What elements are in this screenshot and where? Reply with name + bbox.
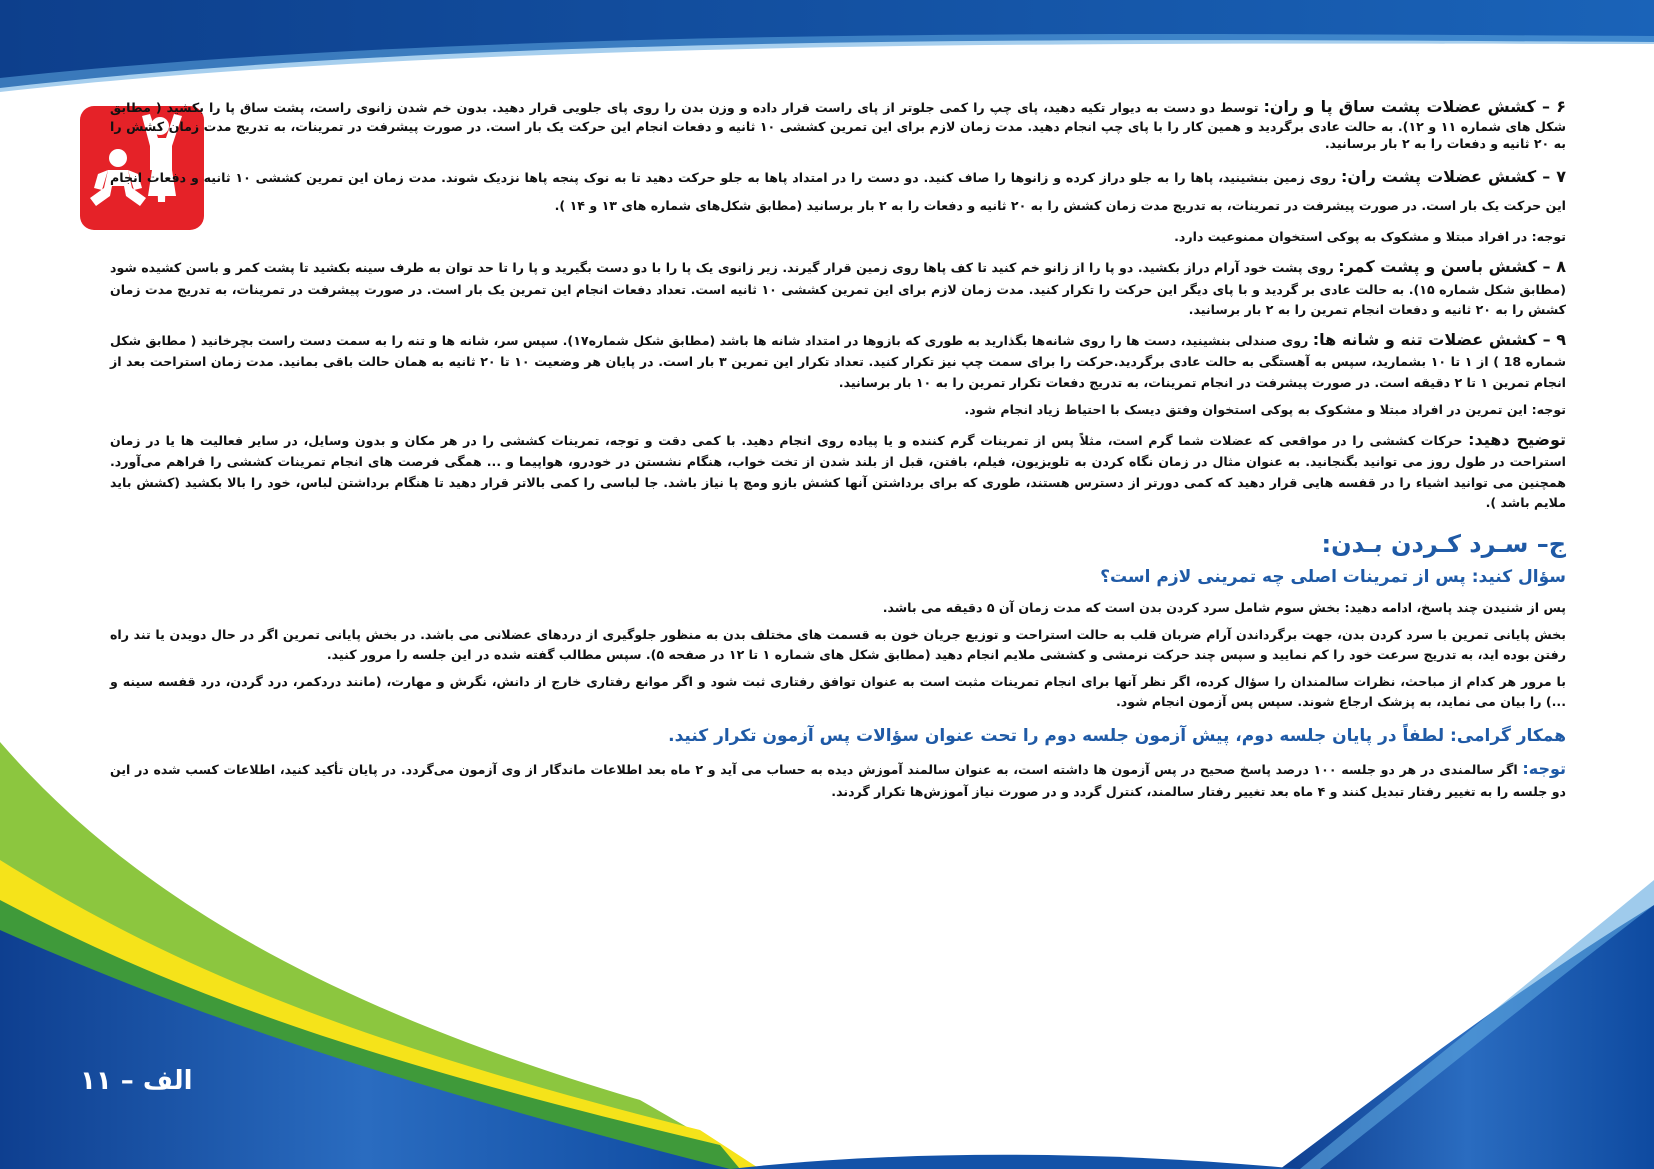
exercise-6-text: توسط دو دست به دیوار تکیه دهید، پای چپ را کمی جلوتر از پای راست قرار داده و وزن بدن را روی پای جلویی قرار دهید. بدون خم شدن زانوی راست، پشت ساق پا را بکشید ( مطابق شکل های شماره ۱۱ و ۱۲). به حالت عادی برگردید و همین کار را با پای چپ انجام دهید. مدت زمان لازم برای این تمرین کششی ۱۰ ثانیه و دفعات انجام این حرکت یک بار است. در صورت پیشرفت در تمرینات، به تدریج مدت زمان کشش را به ۲۰ ثانیه و دفعات را به ۲ بار برسانید. [110, 100, 1566, 152]
exercise-7-title: ۷ – کشش عضلات پشت ران: [1341, 166, 1566, 186]
final-note [110, 756, 1566, 802]
exercise-6 [110, 96, 1566, 153]
exercise-8-text: روی پشت خود آرام دراز بکشید. دو پا را از زانو خم کنید تا کف پاها روی زمین قرار گیرند. زیر زانوی یک پا را با دو دست بگیرید و پا را تا حد توان به طرف سینه بکشید تا پشت کمر و باسن کشیده شود (مطابق شکل شماره ۱۵). به حالت عادی بر گردید و با پای دیگر این حرکت را تکرار کنید. مدت زمان لازم برای این تمرین کششی ۱۰ ثانیه است. تعداد دفعات انجام این تمرین یک بار است. در صورت پیشرفت در تمرینات، به تدریج مدت زمان کشش را به ۲۰ ثانیه و دفعات انجام تمرین را به ۲ بار برسانید. [110, 260, 1566, 317]
final-note-text: اگر سالمندی در هر دو جلسه ۱۰۰ درصد پاسخ صحیح در پس آزمون ها داشته است، به عنوان سالمند آموزش دیده به حساب می آید و ۲ ماه بعد اطلاعات ماندگار از وی آزمون می‌گردد. در پایان تأکید کنید، اطلاعات کسب شده در این دو جلسه را به تغییر رفتار تبدیل کنند و ۴ ماه بعد تغییر رفتار سالمند، کنترل گردد و در صورت نیاز آموزش‌ها تکرار گردند. [110, 762, 1566, 799]
exercise-6-title: ۶ – کشش عضلات پشت ساق پا و ران: [1263, 97, 1566, 116]
colleague-notice: همکار گرامی: لطفاً در پایان جلسه دوم، پیش آزمون جلسه دوم را تحت عنوان سؤالات پس آزمون تکرار کنید. [668, 725, 1566, 746]
exercise-9-note: توجه: این تمرین در افراد مبتلا و مشکوک به پوکی استخوان وفتق دیسک با احتیاط زیاد انجام شود. [964, 401, 1566, 417]
exercise-8-title: ۸ – کشش باسن و پشت کمر: [1338, 257, 1567, 276]
exercise-8 [110, 254, 1566, 320]
explanation-text: حرکات کششی را در مواقعی که عضلات شما گرم است، مثلاً پس از تمرینات گرم کننده و یا پیاده روی انجام دهید. با کمی دقت و توجه، تمرینات کششی را در هر مکان و بدون وسایل، در سایر فعالیت ها یا در زمان استراحت در طول روز می توانید بگنجانید. به عنوان مثال در زمان نگاه کردن به تلویزیون، فیلم، بافتن، قبل از بلند شدن از تخت خواب، هنگام نشستن در خودرو، هواپیما و ... همگی فرصت های انجام تمرینات کششی را فراهم می‌آورد. همچنین می توانید اشیاء را در قفسه هایی قرار دهید که کمی دورتر از دسترس هستند، طوری که برای برداشتن آنها کشش بازو ومچ پا نیاز باشد. جا لباسی را کمی بالاتر قرار دهید تا هنگام برداشتن لباس، خود را بالا بکشید (کشش باید ملایم باشد ). [110, 432, 1566, 510]
page-number: الف – ۱۱ [80, 1066, 193, 1096]
exercise-9-title: ۹ – کشش عضلات تنه و شانه ها: [1312, 329, 1567, 349]
exercise-9-text: روی صندلی بنشینید، دست ها را روی شانه‌ها بگذارید به طوری که بازوها در امتداد شانه ها باشد (مطابق شکل شماره۱۷). سپس سر، شانه ها و تنه را به سمت دست راست بچرخانید ( مطابق شکل شماره 18 ) از ۱ تا ۱۰ بشمارید، سپس به آهستگی به حالت عادی برگردید.حرکت را برای سمت چپ نیز تکرار کنید. تعداد تکرار این تمرین ۳ بار است. در پایان هر وضعیت ۱۰ تا ۲۰ ثانیه به همان حالت باقی بمانید. مدت زمان استراحت بعد از انجام تمرین ۱ تا ۲ دقیقه است. در صورت پیشرفت در انجام تمرینات، به تدریج دفعات تکرار تمرین را به ۱۰ بار برسانید. [110, 332, 1566, 390]
exercise-7-text: روی زمین بنشینید، پاها را به جلو دراز کرده و زانوها را صاف کنید. دو دست را در امتداد پاها به جلو حرکت دهید تا به نوک پنجه پاها نزدیک شوند. مدت زمان این تمرین کششی ۱۰ ثانیه و دفعات انجام این حرکت یک بار است. در صورت پیشرفت در تمرینات، به تدریج مدت زمان کشش را به ۲۰ ثانیه و دفعات را به ۲ بار برسانید (مطابق شکل‌های شماره های ۱۳ و ۱۴ ). [110, 169, 1566, 214]
section-paragraph-3: با مرور هر کدام از مباحث، نظرات سالمندان را سؤال کرده، اگر نظر آنها برای انجام تمرینات مثبت است به عنوان توافق رفتاری ثبت شود و اگر موانع رفتاری خارج از دانش، نگرش و مهارت، (مانند دردکمر، درد گردن، درد قفسه سینه و ...) را بیان می نماید، به پزشک ارجاع شوند. سپس پس آزمون انجام شود. [110, 674, 1566, 710]
section-paragraph-2: بخش پایانی تمرین با سرد کردن بدن، جهت برگرداندن آرام ضربان قلب به حالت استراحت و توزیع جریان خون به قسمت های مختلف بدن به منظور جلوگیری از دردهای عضلانی می باشد. در بخش پایانی تمرین اگر در حال دویدن یا تند راه رفتن بوده اید، به تدریج سرعت خود را کم نمایید و سپس چند حرکت نرمشی و کششی ملایم انجام دهید (مطابق شکل های شماره ۱ تا ۱۲ در صفحه ۵). سپس مطالب گفته شده در این جلسه را مرور کنید. [110, 627, 1566, 663]
explanation [110, 427, 1566, 513]
explanation-title: توضیح دهید: [1468, 429, 1567, 449]
exercise-7 [110, 160, 1566, 220]
exercise-7-note: توجه: در افراد مبتلا و مشکوک به پوکی استخوان ممنوعیت دارد. [1174, 228, 1566, 244]
top-banner [0, 0, 1654, 92]
final-note-title: توجه: [1522, 759, 1567, 779]
main-content [110, 96, 1566, 809]
exercise-9 [110, 327, 1566, 393]
section-question: سؤال کنید: پس از تمرینات اصلی چه تمرینی لازم است؟ [1100, 567, 1566, 588]
section-paragraph-1: پس از شنیدن چند پاسخ، ادامه دهید: بخش سوم شامل سرد کردن بدن است که مدت زمان آن ۵ دقیقه می باشد. [882, 599, 1566, 615]
section-title: ج– سـرد کـردن بـدن: [1321, 529, 1566, 558]
